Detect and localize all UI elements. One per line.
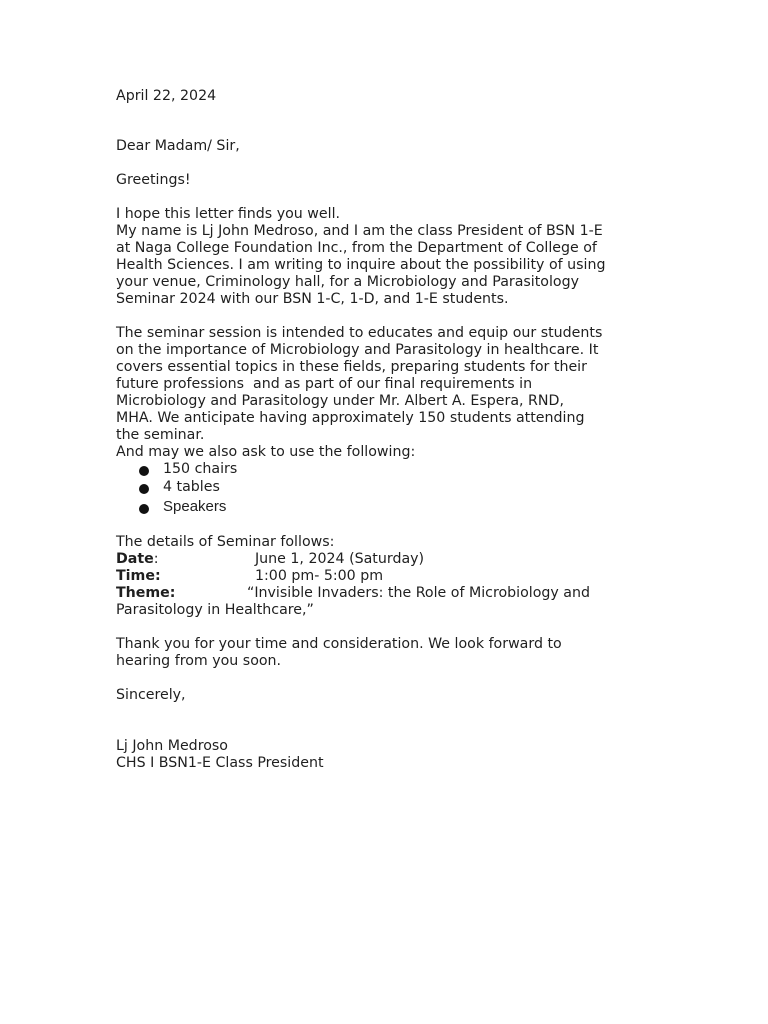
theme-value-continued: Parasitology in Healthcare,” xyxy=(116,602,314,618)
time-label: Time: xyxy=(116,568,161,584)
list-item: 4 tables xyxy=(163,479,220,495)
date-label: Date xyxy=(116,551,154,567)
time-value: 1:00 pm- 5:00 pm xyxy=(255,568,384,584)
date-row xyxy=(116,551,159,568)
paragraph-line: Health Sciences. I am writing to inquire about the possibility of using xyxy=(116,257,606,273)
date-colon: : xyxy=(153,551,159,567)
paragraph-line: the seminar. xyxy=(116,427,205,443)
bullet-icon xyxy=(139,466,149,476)
salutation: Dear Madam/ Sir, xyxy=(116,138,240,154)
date-value: June 1, 2024 (Saturday) xyxy=(255,551,425,567)
list-item: 150 chairs xyxy=(163,461,238,477)
paragraph-line: Seminar 2024 with our BSN 1-C, 1-D, and 1-E students. xyxy=(116,291,509,307)
paragraph-line: MHA. We anticipate having approximately 150 students attending xyxy=(116,410,585,426)
letter-date: April 22, 2024 xyxy=(116,88,217,104)
paragraph-line: at Naga College Foundation Inc., from the Department of College of xyxy=(116,240,597,256)
paragraph-line: hearing from you soon. xyxy=(116,653,282,669)
paragraph-line: Thank you for your time and consideration. We look forward to xyxy=(116,636,562,652)
paragraph-line: And may we also ask to use the following: xyxy=(116,444,416,460)
paragraph-line: Microbiology and Parasitology under Mr. Albert A. Espera, RND, xyxy=(116,393,564,409)
list-item: Speakers xyxy=(163,498,227,515)
paragraph-line: on the importance of Microbiology and Parasitology in healthcare. It xyxy=(116,342,599,358)
paragraph-line: The seminar session is intended to educates and equip our students xyxy=(116,325,603,341)
bullet-icon xyxy=(139,504,149,514)
paragraph-line: covers essential topics in these fields, preparing students for their xyxy=(116,359,587,375)
greeting: Greetings! xyxy=(116,172,191,188)
paragraph-line: your venue, Criminology hall, for a Microbiology and Parasitology xyxy=(116,274,580,290)
closing: Sincerely, xyxy=(116,687,186,703)
paragraph-line: future professions and as part of our final requirements in xyxy=(116,376,533,392)
signature-name: Lj John Medroso xyxy=(116,738,228,754)
paragraph-line: My name is Lj John Medroso, and I am the class President of BSN 1-E xyxy=(116,223,603,239)
theme-label: Theme: xyxy=(116,585,176,601)
theme-value: “Invisible Invaders: the Role of Microbiology and xyxy=(247,585,590,601)
details-intro: The details of Seminar follows: xyxy=(116,534,335,550)
signature-title: CHS I BSN1-E Class President xyxy=(116,755,324,771)
paragraph-line: I hope this letter finds you well. xyxy=(116,206,341,222)
bullet-icon xyxy=(139,484,149,494)
